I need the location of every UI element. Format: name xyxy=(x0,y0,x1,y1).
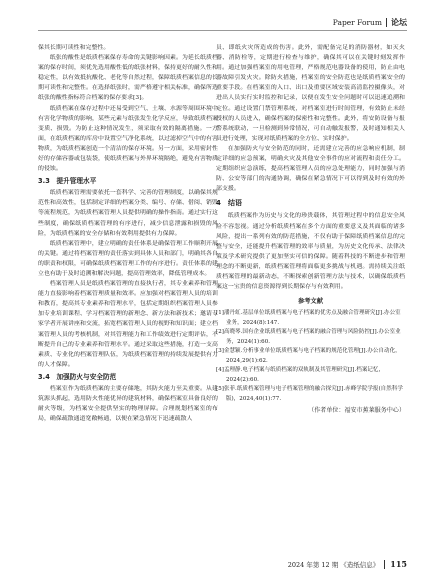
footer-separator xyxy=(384,560,385,569)
paragraph: 保其长期可读性和完整性。 xyxy=(38,45,110,51)
section-heading: 3.3 提升管理水平 xyxy=(38,177,97,186)
reference-item: [3]金慧颖.分析事业单位纸质档案与电子档案的规范化管理[J].办公自动化，2024,29(1):62. xyxy=(216,348,401,364)
left-column xyxy=(38,43,218,424)
paragraph: 纸质档案管理需要依托一套科学、完善的管理制度，以确保其规范性和高效性，包括制定详细的档案分类、编号、存储、借阅、销毁等流程规范，为纸质档案管理人员提供明确的操作指南。通过实行这些制度，确保纸质档案管理的有序进行，减少信息泄露和损毁的风险，为纸质档案的安全存储和有效利用提供有力保障。 xyxy=(38,190,218,237)
paragraph: 员、即纸火灾所造成的伤害。此外，需配备完足的消防器材，如灭火器、消防栓等，定期进行检查与维护，确保其可以在关键时刻发挥作用。通过加强档案室的用电管理，严格规范电器设备的使用，防止由电器故障引发火灾。除防火措施，档案室的安全防范也是纸质档案安全的重要手段。在档案室的入口、出口及重要区域安装高清监控摄像头，对进出人员实行实时监控和记录，以便在发生安全问题时可以迅速追溯和定位。通过设置门禁管理系统，对档案室进行时间管理，有效防止未经授权的人员进入，确保档案的保密性和完整性。此外，将安防设备与报警系统联动，一旦检测到异常情况，可自动触发报警，及时通知相关人员进行处理，实现对纸质档案的全方位、实时保护。 xyxy=(216,45,405,142)
header-separator xyxy=(386,18,387,27)
reference-item: [5]张菲.纸质档案管理与电子档案管理的融合探究[J].赤峰学院学报(自然科学版)，2024,40(1):77. xyxy=(216,386,403,402)
paragraph: 纸张的酸性是纸质档案保存寿命的关键影响因素。为延长纸质档案的保存时间，须优先选用酸性低的纸张材料，保持更好的耐久性和稳定性，以有效抵抗酸化、老化等自然过程，保障纸质档案信息的长期可读性和完整性。在选择纸张时，需严格遵守相关标准，确保所选纸张的酸性指标符合档案的保存要求[3]。 xyxy=(38,55,218,102)
reference-item: [4]孟理静.电子档案与纸质档案的双轨制及其管理研究[J].档案记忆，2024(2):60. xyxy=(216,367,385,383)
paragraph: 档案室作为纸质档案的主要存储地，其防火能力至关重要。从建筑源头抓起，选用防火性能优异的建筑材料，确保档案室具备良好的耐火等级，为档案安全提供坚实的物理屏障。合理规划档案室的布局，确保疏散通道宽敞畅通，以便在紧急情况下迅速疏散人 xyxy=(38,385,218,423)
forum-label: Paper Forum xyxy=(332,18,382,27)
reference-item: [2]高晓琴.国有企业纸质档案与电子档案的融合管理与风险防控[J].办公室业务，2024(1):60. xyxy=(216,329,401,345)
page-header xyxy=(333,17,407,28)
paragraph: 在加强防火与安全防范的同时，还需建立完善的应急响应机制，制定详细的应急预案，明确火灾及其他安全事件的应对流程和责任分工。定期组织应急演练，提高档案管理人员的应急处理能力，同时加强与消防、公安等部门的沟通协调，确保在紧急情况下可以得到及时有效的外部支援。 xyxy=(216,145,405,193)
reference-item: [1]潘丹虹.基层单位纸质档案与电子档案的优劣点及融合管理研究[J].办公室业务，2024(8):147. xyxy=(216,310,401,326)
issue-label: 2024 年第 12 期 《造纸信息》 xyxy=(287,560,380,569)
page-number: 115 xyxy=(390,559,407,569)
right-column xyxy=(216,43,405,416)
paragraph: 纸质档案作为历史与文化的珍贵载体，其管理过程中的信息安全风险不容忽视。通过分析纸质档案在多个方面的重要意义及其面临的诸多风险，提出一系列有效的防范措施，不仅有助于保障纸质档案信息的完整与安全，还能提升档案管理的效率与质量，为历史文化传承、法律决策及学术研究提供了更加坚实可信的保障。随着科技的不断进步和管理理念的不断更新，纸质档案管理将面临更多挑战与机遇。需持续关注纸质档案管理的最新动态，不断探索创新管理方法与技术，以确保纸质档案这一宝贵的信息资源得到长期保存与有效利用。 xyxy=(216,213,405,291)
author-affiliation: （作者单位：福安市蕉莱服务中心） xyxy=(308,407,405,415)
header-divider xyxy=(38,30,407,31)
paragraph: 档案管理人员是纸质档案管理的直接执行者，其专业素养和管理能力直接影响着档案管理质量和效率。应加强对档案管理人员的培训和教育，提高其专业素养和管理水平，包括定期组织档案管理人员参加专业培训课程、学习档案管理的新理念、新方法和新技术；邀请专家学者开展讲座和交流，拓宽档案管理人员的视野和知识面；建立档案管理人员的考核机制，对其管理能力和工作绩效进行定期评估，不断提升自己的专业素养和管理水平。通过采取这些措施，打造一支高素质、专业化的档案管理队伍，为纸质档案管理的持续发展提供有力的人才保障。 xyxy=(38,281,218,368)
page-footer xyxy=(288,559,407,569)
section-heading: 4 结语 xyxy=(216,199,243,208)
section-heading: 3.4 加强防火与安全防范 xyxy=(38,372,117,381)
references-list xyxy=(216,309,405,404)
paragraph: 纸质档案在保存过程中还易受到空气、土壤、水源等周围环境中有害化学物质的影响，某些元素与纸张发生化学反应，导致纸质档案变质、损毁。为防止这种情况发生，须采取有效的隔离措施。一方面，在纸质档案的库房中设置空气净化系统，以过滤掉空气中的有害物质，为纸质档案创造一个清洁的保存环境。另一方面，采用密封性好的存储容器或包装袋，使纸质档案与外界环境隔绝，避免有害物质的侵蚀。 xyxy=(38,105,218,173)
paragraph: 纸质档案管理中，建立明确的责任体系是确保管理工作顺利开展的关键。通过将档案管理的责任落实到具体人员和部门，明确其各自的职责和权限，可确保纸质档案管理工作的有序进行。责任体系的建立也有助于及时追溯和解决问题，提高管理效率，降低管理成本。 xyxy=(38,240,218,277)
references-title: 参考文献 xyxy=(298,298,323,306)
section-label: 论坛 xyxy=(391,18,407,27)
